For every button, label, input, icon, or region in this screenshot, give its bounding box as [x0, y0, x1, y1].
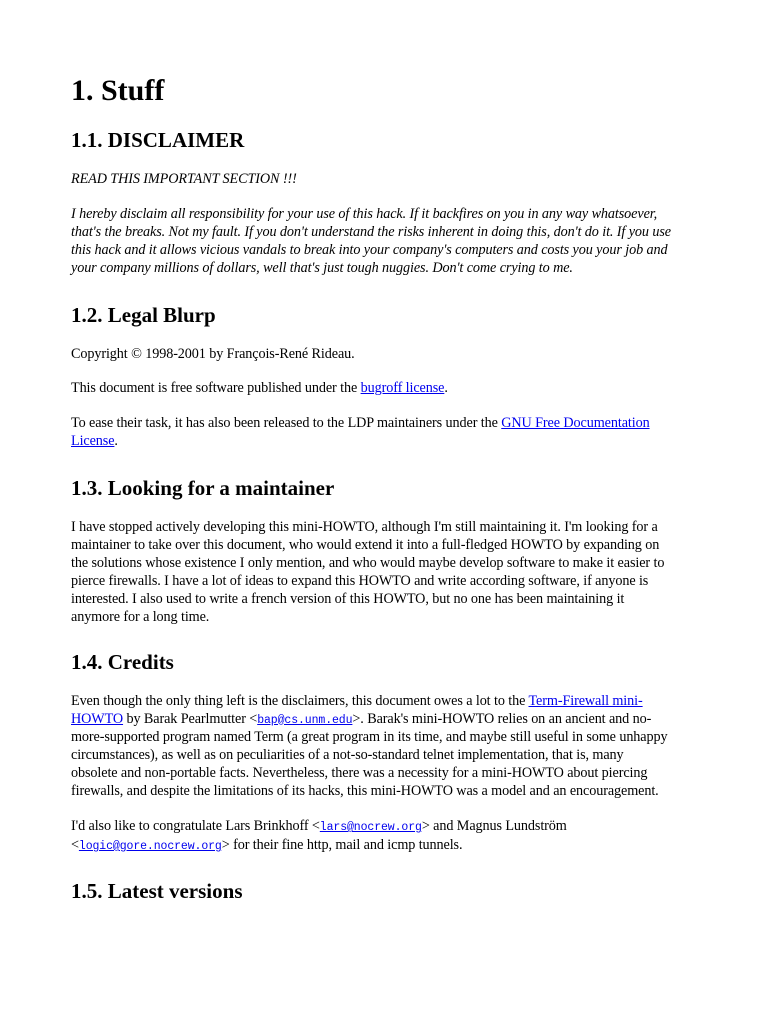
- congrats-text-end: > for their fine http, mail and icmp tunnels.: [221, 836, 463, 853]
- page-title: 1. Stuff: [71, 74, 165, 107]
- license-paragraph: [71, 380, 671, 398]
- maintainer-paragraph: I have stopped actively developing this mini-HOWTO, although I'm still maintaining it. I'm looking for a maintainer to take over this document, who would extend it into a full-fledged HOWTO by expanding on the solutions whose existence I only mention, and who would maybe develop software to make it easier to pierce firewalls. I have a lot of ideas to expand this HOWTO and write according software, if anyone is interested. I also used to write a french version of this HOWTO, but no one has been maintaining it anymore for a long time.: [71, 519, 665, 625]
- credits-text-end: >. Barak's mini-HOWTO relies on an ancient and no-more-supported program named Term (a great program in its time, and maybe still useful in some unhappy circumstances), as well as on peculiarities of a not-so-standard telnet implementation, that is, many obsolete and non-portable facts. Nevertheless, there was a necessity for a mini-HOWTO about piercing firewalls, and despite the limitations of its hacks, this mini-HOWTO was a model and an encouragement.: [71, 710, 668, 800]
- credits-author: by Barak Pearlmutter <: [123, 710, 258, 727]
- credits-paragraph: [71, 693, 671, 801]
- congrats-paragraph: [71, 818, 671, 856]
- credits-text: Even though the only thing left is the disclaimers, this document owes a lot to the: [71, 692, 529, 709]
- license-text-end: .: [444, 380, 448, 397]
- ldp-paragraph: [71, 415, 671, 451]
- heading-legal: 1.2. Legal Blurp: [71, 302, 216, 327]
- bugroff-license-link[interactable]: bugroff license: [360, 380, 445, 397]
- heading-disclaimer: 1.1. DISCLAIMER: [71, 128, 245, 152]
- gnu-fdl-link[interactable]: GNU Free Documentation License: [71, 415, 650, 450]
- lars-email: [320, 821, 422, 834]
- congrats-text: I'd also like to congratulate Lars Brinkhoff <: [71, 818, 320, 835]
- license-text: This document is free software published under the: [71, 380, 361, 397]
- heading-latest-versions: 1.5. Latest versions: [71, 878, 243, 903]
- logic-email-link[interactable]: logic@gore.nocrew.org: [78, 839, 222, 853]
- document-page: [71, 74, 671, 904]
- copyright-paragraph: Copyright © 1998-2001 by François-René Rideau.: [71, 345, 355, 362]
- lars-email-link[interactable]: lars@nocrew.org: [319, 821, 422, 835]
- heading-maintainer: 1.3. Looking for a maintainer: [71, 476, 335, 501]
- heading-credits: 1.4. Credits: [71, 649, 174, 674]
- logic-email: [79, 840, 222, 853]
- disclaimer-paragraph: I hereby disclaim all responsibility for your use of this hack. If it backfires on you in any way whatsoever, that's the breaks. Not my fault. If you don't understand the risks inherent in doing this, don't do it. If you use this hack and it allows vicious vandals to break into your company's computers and costs you your job and your company millions of dollars, well that's just tough nuggies. Don't come crying to me.: [71, 205, 671, 276]
- congrats-mid: > and Magnus Lundström <: [71, 818, 567, 853]
- bap-email-link[interactable]: bap@cs.unm.edu: [257, 713, 353, 727]
- bap-email: [257, 714, 352, 727]
- disclaimer-warning: READ THIS IMPORTANT SECTION !!!: [71, 171, 297, 187]
- term-firewall-link[interactable]: Term-Firewall mini-HOWTO: [71, 692, 643, 727]
- ldp-text: To ease their task, it has also been released to the LDP maintainers under the: [71, 415, 502, 432]
- ldp-text-end: .: [114, 433, 118, 450]
